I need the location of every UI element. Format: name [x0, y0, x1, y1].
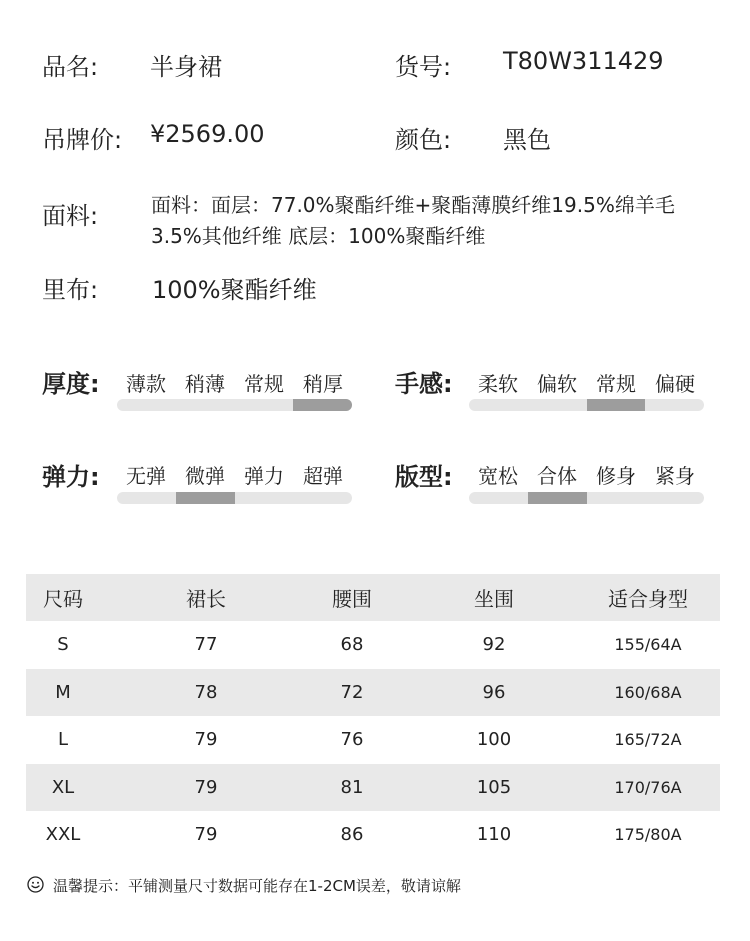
cell-hip: 110 [476, 824, 512, 846]
hand-feel-option: 偏软 [537, 372, 577, 396]
elasticity-indicator [176, 492, 235, 504]
table-row [26, 764, 720, 812]
thickness-option: 稍厚 [303, 372, 343, 396]
elasticity-option: 超弹 [303, 464, 343, 488]
cell-waist: 76 [340, 729, 364, 751]
table-row [26, 716, 720, 764]
cell-hip: 96 [482, 681, 506, 703]
name-label: 品名: [42, 53, 99, 81]
fit-option: 修身 [596, 464, 636, 488]
hand-feel-option: 柔软 [478, 372, 518, 396]
cell-length: 79 [194, 776, 218, 798]
price-label: 吊牌价: [42, 126, 123, 154]
cell-hip: 105 [476, 776, 512, 798]
fit-indicator [528, 492, 587, 504]
fit-option: 紧身 [655, 464, 695, 488]
header-waist: 腰围 [332, 587, 372, 611]
lining-value: 100%聚酯纤维 [152, 276, 317, 304]
cell-size: L [57, 729, 69, 751]
table-row [26, 669, 720, 717]
hand-feel-option: 常规 [596, 372, 636, 396]
measurement-note: 温馨提示：平铺测量尺寸数据可能存在1-2CM误差，敬请谅解 [53, 877, 461, 895]
smile-icon [27, 876, 44, 893]
table-row [26, 811, 720, 859]
cell-waist: 68 [340, 634, 364, 656]
fabric-value: 面料：面层：77.0%聚酯纤维+聚酯薄膜纤维19.5%绵羊毛3.5%其他纤维 底层：100%聚酯纤维 [151, 193, 675, 248]
price-value: ¥2569.00 [150, 120, 265, 148]
cell-waist: 81 [340, 776, 364, 798]
color-value: 黑色 [503, 126, 551, 154]
thickness-option: 薄款 [126, 372, 166, 396]
fit-option: 宽松 [478, 464, 518, 488]
cell-body-type: 175/80A [614, 825, 682, 845]
cell-length: 78 [194, 681, 218, 703]
cell-hip: 92 [482, 634, 506, 656]
cell-length: 79 [194, 824, 218, 846]
cell-body-type: 155/64A [614, 635, 682, 655]
thickness-option: 稍薄 [185, 372, 225, 396]
fit-option: 合体 [537, 464, 577, 488]
cell-size: M [55, 681, 71, 703]
thickness-track [117, 399, 352, 411]
elasticity-label: 弹力: [42, 463, 100, 491]
cell-size: XL [51, 776, 75, 798]
code-label: 货号: [395, 53, 452, 81]
table-row [26, 621, 720, 669]
header-length: 裙长 [186, 587, 226, 611]
table-header-row [26, 574, 720, 621]
header-body-type: 适合身型 [608, 587, 688, 611]
size-table [26, 574, 720, 859]
hand-feel-track [469, 399, 704, 411]
cell-length: 77 [194, 634, 218, 656]
cell-body-type: 160/68A [614, 682, 682, 702]
name-value: 半身裙 [150, 53, 222, 81]
cell-size: S [57, 634, 69, 656]
code-value: T80W311429 [503, 47, 664, 75]
fit-track [469, 492, 704, 504]
hand-feel-option: 偏硬 [655, 372, 695, 396]
cell-body-type: 170/76A [614, 777, 682, 797]
cell-waist: 86 [340, 824, 364, 846]
hand-feel-label: 手感: [395, 370, 453, 398]
cell-length: 79 [194, 729, 218, 751]
elasticity-option: 微弹 [185, 464, 225, 488]
fabric-label: 面料: [42, 202, 99, 230]
elasticity-option: 弹力 [244, 464, 284, 488]
lining-label: 里布: [42, 276, 99, 304]
cell-body-type: 165/72A [614, 730, 682, 750]
header-hip: 坐围 [474, 587, 514, 611]
header-size: 尺码 [43, 587, 83, 611]
hand-feel-indicator [587, 399, 646, 411]
elasticity-option: 无弹 [126, 464, 166, 488]
color-label: 颜色: [395, 126, 452, 154]
cell-size: XXL [45, 824, 81, 846]
thickness-option: 常规 [244, 372, 284, 396]
elasticity-track [117, 492, 352, 504]
fit-label: 版型: [395, 463, 453, 491]
cell-waist: 72 [340, 681, 364, 703]
cell-hip: 100 [476, 729, 512, 751]
thickness-label: 厚度: [42, 370, 100, 398]
thickness-indicator [293, 399, 352, 411]
